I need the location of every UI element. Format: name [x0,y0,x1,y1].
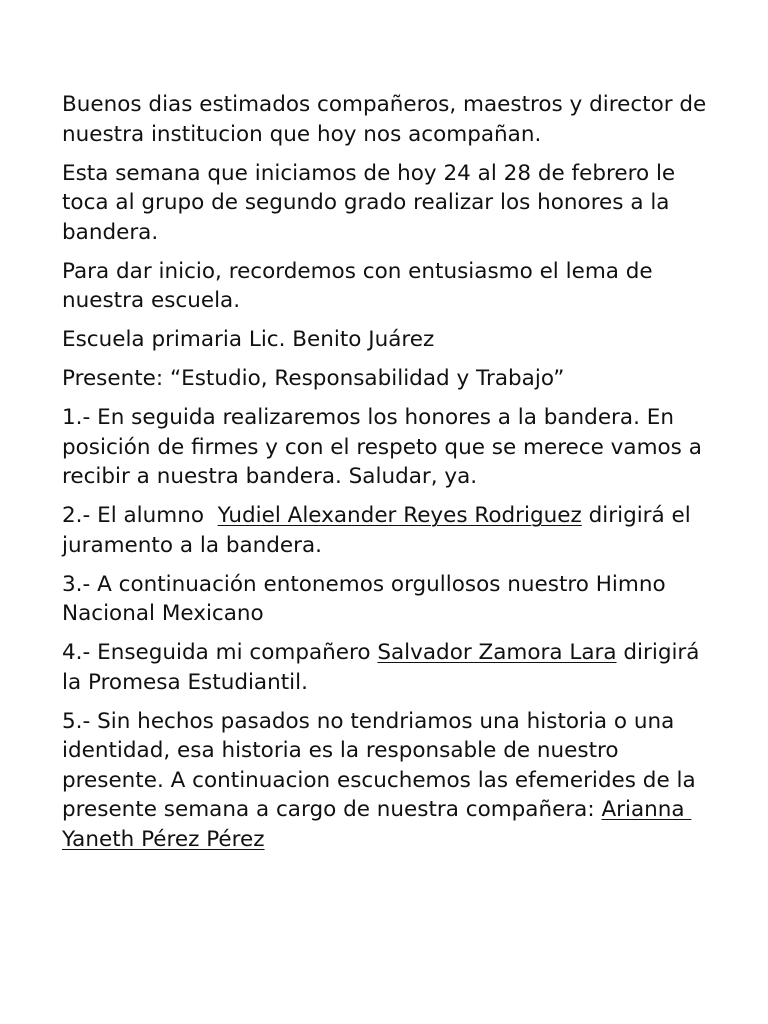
week-announcement-paragraph: Esta semana que iniciamos de hoy 24 al 28 de febrero le toca al grupo de segundo grado realizar los honores a la bandera. [62,160,682,245]
step-4-text-after: dirigirá la Promesa Estudiantil. [62,640,707,695]
student-name-promise: Salvador Zamora Lara [377,640,617,665]
step-4-paragraph [62,638,722,697]
motto-intro-paragraph: Para dar inicio, recordemos con entusiasmo el lema de nuestra escuela. [62,258,660,313]
step-3-paragraph: 3.- A continuación entonemos orgullosos nuestro Himno Nacional Mexicano [62,571,673,626]
step-4-text-before: 4.- Enseguida mi compañero [62,640,378,665]
step-5-paragraph [62,707,722,855]
step-1-paragraph: 1.- En seguida realizaremos los honores a la bandera. En posición de firmes y con el respeto que se merece vamos a recibir a nuestra bandera. Saludar, ya. [62,405,709,489]
school-name-paragraph: Escuela primaria Lic. Benito Juárez [62,327,435,352]
step-2-text-after: dirigirá el juramento a la bandera. [62,503,698,558]
step-2-text-before: 2.- El alumno [62,503,218,528]
student-name-efemerides: Arianna Yaneth Pérez Pérez [62,797,692,852]
student-name-oath: Yudiel Alexander Reyes Rodriguez [217,503,582,528]
motto-paragraph: Presente: “Estudio, Responsabilidad y Trabajo” [62,366,565,391]
greeting-paragraph: Buenos dias estimados compañeros, maestros y director de nuestra institucion que hoy nos acompañan. [62,92,714,147]
step-2-paragraph [62,501,722,560]
step-5-text-before: 5.- Sin hechos pasados no tendriamos una historia o una identidad, esa historia es la responsable de nuestro presente. A continuacion escuchemos las efemerides de la presente semana a cargo de nuestra compañera: [62,708,703,822]
document-body [62,90,722,864]
